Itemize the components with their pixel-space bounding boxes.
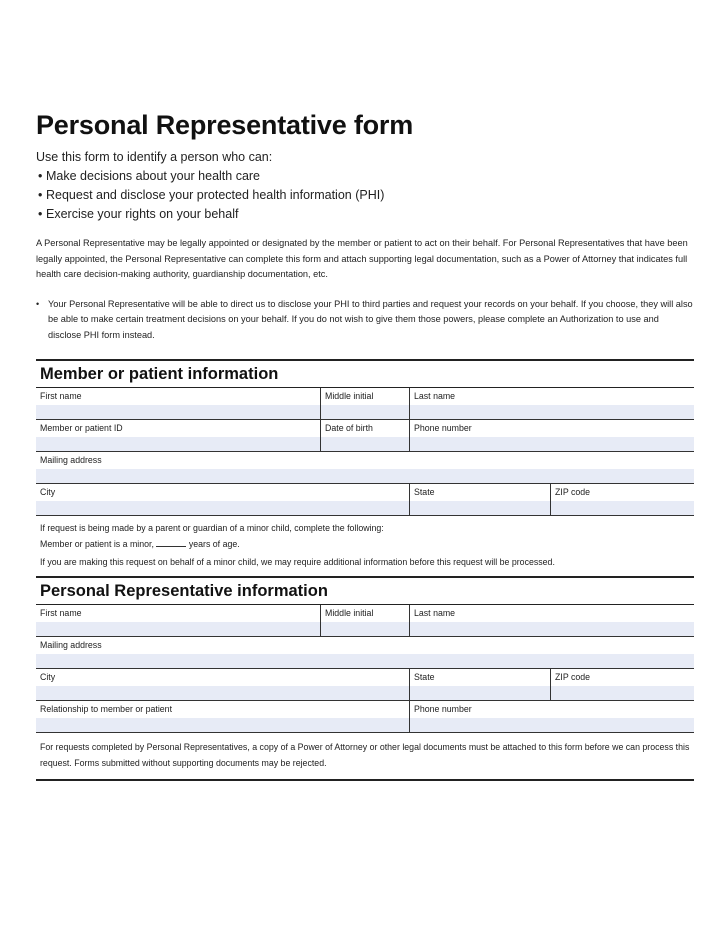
field-label: State	[414, 672, 435, 682]
input-area[interactable]	[321, 405, 409, 419]
form-page	[36, 108, 694, 781]
field-label: First name	[40, 608, 82, 618]
section-heading: Member or patient information	[36, 359, 694, 388]
rep-mailing-address-field[interactable]	[36, 637, 694, 668]
representative-section	[36, 576, 694, 781]
input-area[interactable]	[551, 686, 694, 700]
field-label: Relationship to member or patient	[40, 704, 173, 714]
field-label: Phone number	[414, 704, 472, 714]
input-area[interactable]	[36, 686, 409, 700]
member-state-field[interactable]	[410, 484, 551, 515]
list-item: • Request and disclose your protected health information (PHI)	[36, 186, 694, 205]
form-row	[36, 669, 694, 701]
member-dob-field[interactable]	[321, 420, 410, 451]
field-label: ZIP code	[555, 487, 591, 497]
age-blank-input[interactable]	[156, 538, 186, 547]
field-label: First name	[40, 391, 82, 401]
field-label: Mailing address	[40, 640, 102, 650]
input-area[interactable]	[36, 437, 320, 451]
minor-instructions	[36, 516, 694, 576]
form-row	[36, 605, 694, 637]
input-area[interactable]	[36, 718, 409, 732]
member-phone-field[interactable]	[410, 420, 694, 451]
input-area[interactable]	[410, 622, 694, 636]
list-item: • Make decisions about your health care	[36, 167, 694, 186]
input-area[interactable]	[410, 718, 694, 732]
rep-first-name-field[interactable]	[36, 605, 321, 636]
minor-note: If you are making this request on behalf of a minor child, we may require additional information before this request will be processed.	[40, 557, 555, 567]
page-title: Personal Representative form	[36, 110, 414, 140]
form-row	[36, 452, 694, 484]
purpose-list	[36, 167, 694, 224]
input-area[interactable]	[36, 622, 320, 636]
field-label: Member or patient ID	[40, 423, 123, 433]
member-zip-field[interactable]	[551, 484, 694, 515]
member-section	[36, 359, 694, 576]
field-label: Middle initial	[325, 391, 374, 401]
field-label: City	[40, 672, 56, 682]
input-area[interactable]	[321, 622, 409, 636]
field-label: Date of birth	[325, 423, 373, 433]
input-area[interactable]	[36, 654, 694, 668]
explanation-paragraph: A Personal Representative may be legally appointed or designated by the member or patient to act on their behalf. For Personal Representatives that have been legally appointed, the Personal Representative can complete this form and attach supporting legal documentation, such as a Power of Attorney that indicates full health care decision-making authority, guardianship documentation, etc.	[36, 238, 688, 279]
field-label: Phone number	[414, 423, 472, 433]
input-area[interactable]	[36, 405, 320, 419]
section-heading: Personal Representative information	[36, 576, 694, 605]
rep-state-field[interactable]	[410, 669, 551, 700]
field-label: ZIP code	[555, 672, 591, 682]
powers-note: • Your Personal Representative will be able to direct us to disclose your PHI to third parties and request your records on your behalf. If you choose, they will also be able to make certain treatment decisions on your behalf. If you do not wish to give them those powers, please complete an Authorization to use and disclose PHI form instead.	[36, 297, 694, 344]
supporting-documents-note: For requests completed by Personal Representatives, a copy of a Power of Attorney or other legal documents must be attached to this form before we can process this request. Forms submitted without supporting documents may be rejected.	[36, 733, 694, 781]
field-label: Middle initial	[325, 608, 374, 618]
rep-city-field[interactable]	[36, 669, 410, 700]
input-area[interactable]	[36, 501, 409, 515]
field-label: State	[414, 487, 435, 497]
form-row	[36, 388, 694, 420]
input-area[interactable]	[321, 437, 409, 451]
form-row	[36, 484, 694, 516]
form-row	[36, 701, 694, 733]
input-area[interactable]	[410, 501, 550, 515]
rep-zip-field[interactable]	[551, 669, 694, 700]
input-area[interactable]	[410, 437, 694, 451]
form-row	[36, 637, 694, 669]
input-area[interactable]	[410, 686, 550, 700]
rep-phone-field[interactable]	[410, 701, 694, 732]
minor-line-suffix: years of age.	[188, 539, 240, 549]
field-label: Last name	[414, 391, 456, 401]
input-area[interactable]	[551, 501, 694, 515]
field-label: Mailing address	[40, 455, 102, 465]
input-area[interactable]	[410, 405, 694, 419]
rep-middle-initial-field[interactable]	[321, 605, 410, 636]
member-middle-initial-field[interactable]	[321, 388, 410, 419]
member-mailing-address-field[interactable]	[36, 452, 694, 483]
member-city-field[interactable]	[36, 484, 410, 515]
minor-line-prefix: Member or patient is a minor,	[40, 539, 154, 549]
member-first-name-field[interactable]	[36, 388, 321, 419]
rep-relationship-field[interactable]	[36, 701, 410, 732]
member-id-field[interactable]	[36, 420, 321, 451]
minor-intro: If request is being made by a parent or guardian of a minor child, complete the following:	[40, 523, 384, 533]
input-area[interactable]	[36, 469, 694, 483]
form-row	[36, 420, 694, 452]
minor-age-line	[40, 536, 690, 552]
list-item: • Exercise your rights on your behalf	[36, 205, 694, 224]
intro-text: Use this form to identify a person who can:	[36, 150, 273, 164]
field-label: City	[40, 487, 56, 497]
rep-last-name-field[interactable]	[410, 605, 694, 636]
member-last-name-field[interactable]	[410, 388, 694, 419]
field-label: Last name	[414, 608, 456, 618]
